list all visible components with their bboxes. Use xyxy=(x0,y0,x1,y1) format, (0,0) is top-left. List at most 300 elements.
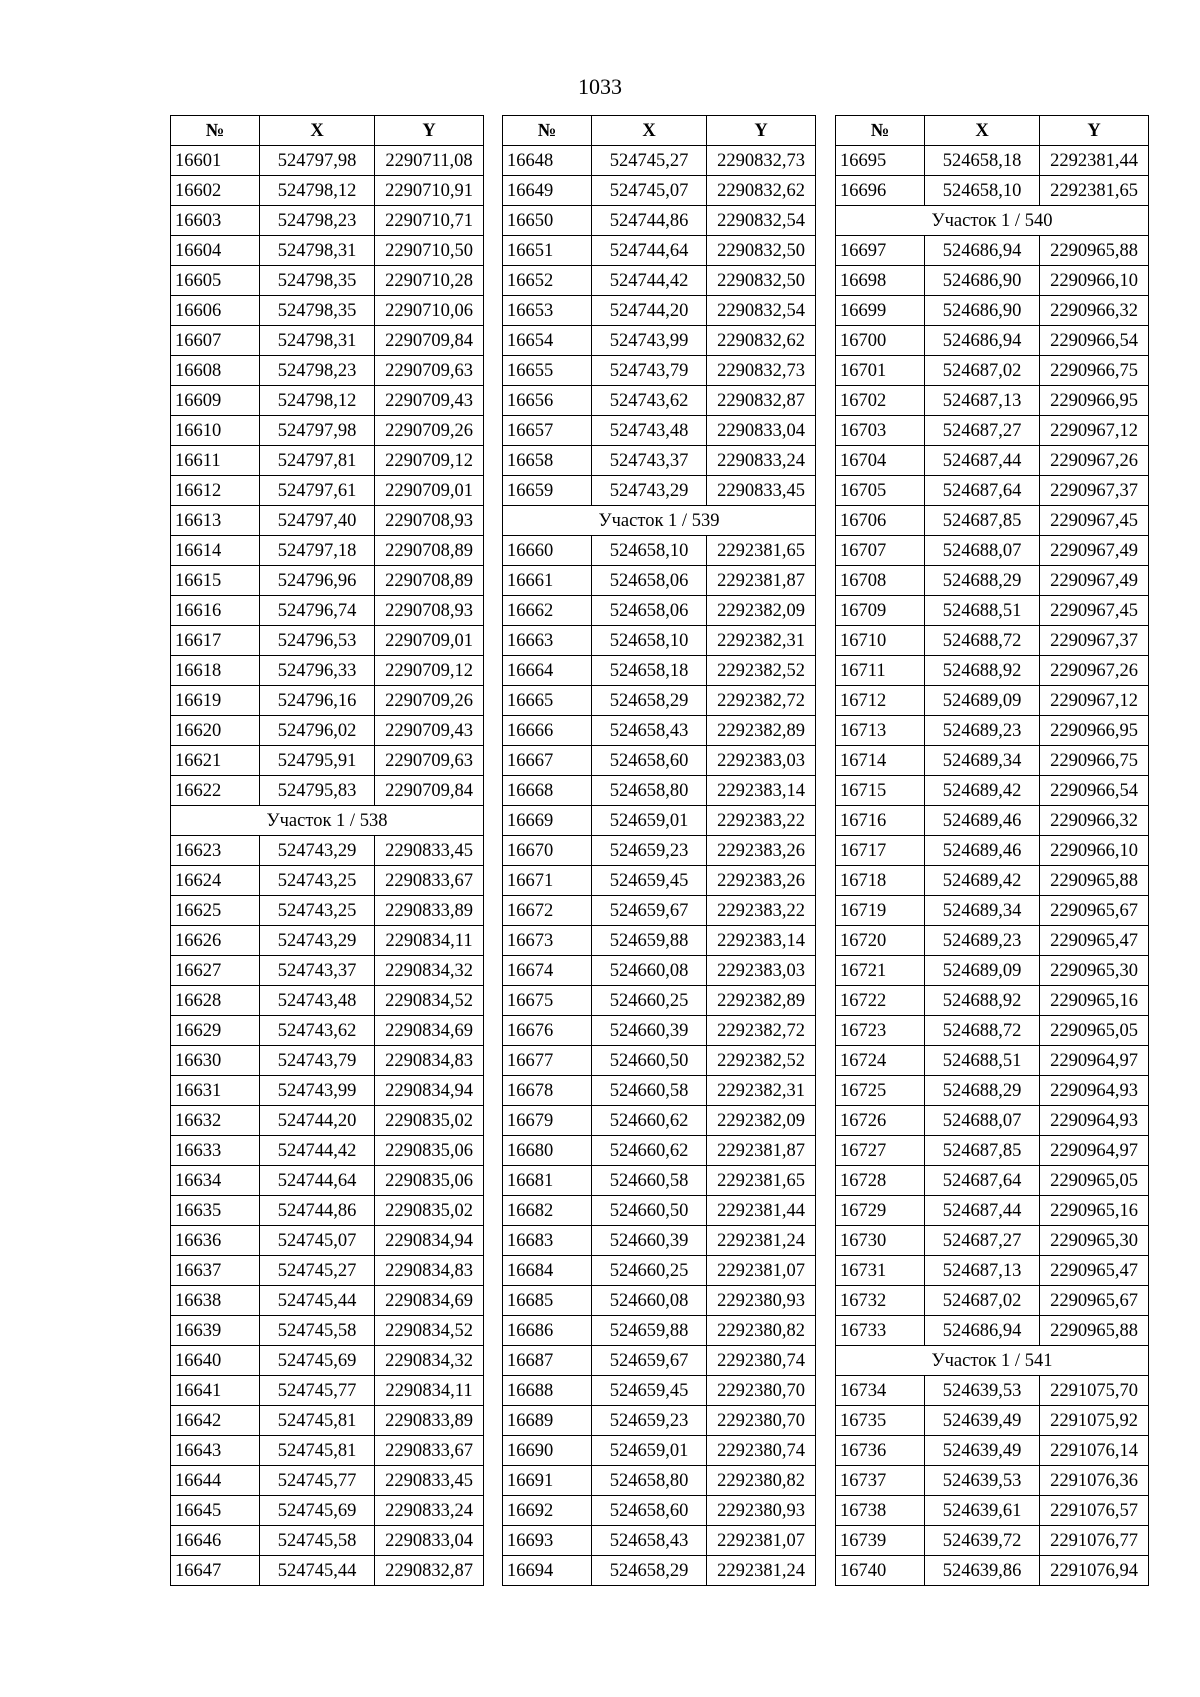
y-coordinate-cell: 2291076,14 xyxy=(1040,1436,1149,1466)
table-row xyxy=(171,416,484,446)
y-coordinate-cell: 2290834,94 xyxy=(375,1226,484,1256)
section-row xyxy=(503,506,816,536)
table-row xyxy=(836,566,1149,596)
point-number-cell: 16735 xyxy=(836,1406,925,1436)
x-coordinate-cell: 524660,58 xyxy=(592,1076,707,1106)
x-coordinate-cell: 524743,99 xyxy=(592,326,707,356)
point-number-cell: 16655 xyxy=(503,356,592,386)
point-number-cell: 16696 xyxy=(836,176,925,206)
table-row xyxy=(836,146,1149,176)
x-coordinate-cell: 524659,23 xyxy=(592,1406,707,1436)
header-x: X xyxy=(925,116,1040,146)
table-row xyxy=(503,326,816,356)
point-number-cell: 16638 xyxy=(171,1286,260,1316)
table-row xyxy=(171,536,484,566)
table-row xyxy=(836,1556,1149,1586)
y-coordinate-cell: 2290967,49 xyxy=(1040,536,1149,566)
point-number-cell: 16640 xyxy=(171,1346,260,1376)
y-coordinate-cell: 2291076,77 xyxy=(1040,1526,1149,1556)
point-number-cell: 16703 xyxy=(836,416,925,446)
point-number-cell: 16679 xyxy=(503,1106,592,1136)
x-coordinate-cell: 524743,25 xyxy=(260,896,375,926)
x-coordinate-cell: 524796,74 xyxy=(260,596,375,626)
x-coordinate-cell: 524687,13 xyxy=(925,1256,1040,1286)
y-coordinate-cell: 2292382,52 xyxy=(707,1046,816,1076)
y-coordinate-cell: 2292383,22 xyxy=(707,806,816,836)
y-coordinate-cell: 2290965,67 xyxy=(1040,1286,1149,1316)
point-number-cell: 16686 xyxy=(503,1316,592,1346)
x-coordinate-cell: 524689,34 xyxy=(925,896,1040,926)
y-coordinate-cell: 2292383,26 xyxy=(707,866,816,896)
x-coordinate-cell: 524745,81 xyxy=(260,1436,375,1466)
point-number-cell: 16704 xyxy=(836,446,925,476)
coordinates-table-3 xyxy=(835,115,1149,1586)
header-y: Y xyxy=(1040,116,1149,146)
table-row xyxy=(836,896,1149,926)
point-number-cell: 16715 xyxy=(836,776,925,806)
x-coordinate-cell: 524658,10 xyxy=(925,176,1040,206)
point-number-cell: 16656 xyxy=(503,386,592,416)
y-coordinate-cell: 2290710,91 xyxy=(375,176,484,206)
point-number-cell: 16657 xyxy=(503,416,592,446)
y-coordinate-cell: 2290965,16 xyxy=(1040,986,1149,1016)
x-coordinate-cell: 524658,06 xyxy=(592,596,707,626)
point-number-cell: 16717 xyxy=(836,836,925,866)
table-row xyxy=(836,236,1149,266)
table-row xyxy=(503,926,816,956)
point-number-cell: 16681 xyxy=(503,1166,592,1196)
table-row xyxy=(171,1526,484,1556)
y-coordinate-cell: 2292382,52 xyxy=(707,656,816,686)
y-coordinate-cell: 2291076,94 xyxy=(1040,1556,1149,1586)
x-coordinate-cell: 524743,37 xyxy=(260,956,375,986)
point-number-cell: 16714 xyxy=(836,746,925,776)
x-coordinate-cell: 524689,46 xyxy=(925,836,1040,866)
y-coordinate-cell: 2290708,93 xyxy=(375,506,484,536)
y-coordinate-cell: 2292382,09 xyxy=(707,596,816,626)
table-row xyxy=(503,806,816,836)
table-row xyxy=(171,626,484,656)
table-row xyxy=(836,176,1149,206)
x-coordinate-cell: 524743,79 xyxy=(592,356,707,386)
table-row xyxy=(171,386,484,416)
table-row xyxy=(836,1226,1149,1256)
table-row xyxy=(836,416,1149,446)
x-coordinate-cell: 524658,29 xyxy=(592,686,707,716)
table-row xyxy=(836,1076,1149,1106)
point-number-cell: 16620 xyxy=(171,716,260,746)
x-coordinate-cell: 524658,60 xyxy=(592,1496,707,1526)
y-coordinate-cell: 2290709,84 xyxy=(375,776,484,806)
table-row xyxy=(503,986,816,1016)
table-row xyxy=(171,1466,484,1496)
y-coordinate-cell: 2292383,26 xyxy=(707,836,816,866)
point-number-cell: 16689 xyxy=(503,1406,592,1436)
x-coordinate-cell: 524744,64 xyxy=(260,1166,375,1196)
y-coordinate-cell: 2290710,71 xyxy=(375,206,484,236)
y-coordinate-cell: 2290832,62 xyxy=(707,176,816,206)
point-number-cell: 16699 xyxy=(836,296,925,326)
y-coordinate-cell: 2290834,52 xyxy=(375,986,484,1016)
table-row xyxy=(836,1196,1149,1226)
point-number-cell: 16631 xyxy=(171,1076,260,1106)
point-number-cell: 16676 xyxy=(503,1016,592,1046)
x-coordinate-cell: 524797,18 xyxy=(260,536,375,566)
x-coordinate-cell: 524743,25 xyxy=(260,866,375,896)
y-coordinate-cell: 2290709,01 xyxy=(375,626,484,656)
y-coordinate-cell: 2290965,30 xyxy=(1040,1226,1149,1256)
x-coordinate-cell: 524660,62 xyxy=(592,1106,707,1136)
x-coordinate-cell: 524660,50 xyxy=(592,1196,707,1226)
table-row xyxy=(503,1526,816,1556)
point-number-cell: 16701 xyxy=(836,356,925,386)
point-number-cell: 16622 xyxy=(171,776,260,806)
coordinates-table-1 xyxy=(170,115,484,1586)
y-coordinate-cell: 2290965,47 xyxy=(1040,926,1149,956)
table-row xyxy=(836,1256,1149,1286)
table-row xyxy=(171,1166,484,1196)
y-coordinate-cell: 2290967,45 xyxy=(1040,596,1149,626)
table-row xyxy=(836,836,1149,866)
y-coordinate-cell: 2290709,84 xyxy=(375,326,484,356)
y-coordinate-cell: 2292383,03 xyxy=(707,956,816,986)
point-number-cell: 16722 xyxy=(836,986,925,1016)
table-row xyxy=(171,1286,484,1316)
x-coordinate-cell: 524745,58 xyxy=(260,1316,375,1346)
header-y: Y xyxy=(707,116,816,146)
table-row xyxy=(171,1076,484,1106)
table-row xyxy=(503,1316,816,1346)
point-number-cell: 16675 xyxy=(503,986,592,1016)
point-number-cell: 16719 xyxy=(836,896,925,926)
table-row xyxy=(171,446,484,476)
y-coordinate-cell: 2290709,43 xyxy=(375,716,484,746)
x-coordinate-cell: 524660,62 xyxy=(592,1136,707,1166)
y-coordinate-cell: 2290708,93 xyxy=(375,596,484,626)
table-row xyxy=(503,446,816,476)
point-number-cell: 16739 xyxy=(836,1526,925,1556)
point-number-cell: 16619 xyxy=(171,686,260,716)
point-number-cell: 16639 xyxy=(171,1316,260,1346)
table-row xyxy=(503,266,816,296)
x-coordinate-cell: 524659,67 xyxy=(592,1346,707,1376)
point-number-cell: 16694 xyxy=(503,1556,592,1586)
x-coordinate-cell: 524743,29 xyxy=(260,836,375,866)
table-row xyxy=(171,266,484,296)
x-coordinate-cell: 524660,50 xyxy=(592,1046,707,1076)
table-row xyxy=(503,956,816,986)
y-coordinate-cell: 2290832,73 xyxy=(707,356,816,386)
point-number-cell: 16668 xyxy=(503,776,592,806)
y-coordinate-cell: 2290709,12 xyxy=(375,446,484,476)
x-coordinate-cell: 524687,13 xyxy=(925,386,1040,416)
y-coordinate-cell: 2291075,92 xyxy=(1040,1406,1149,1436)
x-coordinate-cell: 524743,62 xyxy=(260,1016,375,1046)
y-coordinate-cell: 2290833,04 xyxy=(375,1526,484,1556)
table-row xyxy=(503,416,816,446)
point-number-cell: 16673 xyxy=(503,926,592,956)
y-coordinate-cell: 2290835,02 xyxy=(375,1106,484,1136)
table-row xyxy=(836,356,1149,386)
point-number-cell: 16670 xyxy=(503,836,592,866)
x-coordinate-cell: 524687,85 xyxy=(925,506,1040,536)
table-row xyxy=(171,146,484,176)
point-number-cell: 16732 xyxy=(836,1286,925,1316)
table-row xyxy=(171,926,484,956)
table-row xyxy=(503,746,816,776)
y-coordinate-cell: 2290834,69 xyxy=(375,1016,484,1046)
x-coordinate-cell: 524639,53 xyxy=(925,1376,1040,1406)
y-coordinate-cell: 2290966,10 xyxy=(1040,836,1149,866)
x-coordinate-cell: 524745,77 xyxy=(260,1376,375,1406)
point-number-cell: 16618 xyxy=(171,656,260,686)
table-row xyxy=(836,1106,1149,1136)
x-coordinate-cell: 524798,23 xyxy=(260,356,375,386)
point-number-cell: 16698 xyxy=(836,266,925,296)
table-row xyxy=(503,1556,816,1586)
point-number-cell: 16692 xyxy=(503,1496,592,1526)
table-row xyxy=(836,866,1149,896)
y-coordinate-cell: 2292380,93 xyxy=(707,1286,816,1316)
table-row xyxy=(171,1046,484,1076)
table-row xyxy=(171,206,484,236)
point-number-cell: 16612 xyxy=(171,476,260,506)
table-row xyxy=(171,236,484,266)
y-coordinate-cell: 2290710,28 xyxy=(375,266,484,296)
x-coordinate-cell: 524798,31 xyxy=(260,236,375,266)
y-coordinate-cell: 2292382,89 xyxy=(707,716,816,746)
table-row xyxy=(836,986,1149,1016)
table-row xyxy=(171,566,484,596)
x-coordinate-cell: 524687,02 xyxy=(925,356,1040,386)
x-coordinate-cell: 524795,83 xyxy=(260,776,375,806)
y-coordinate-cell: 2290967,26 xyxy=(1040,446,1149,476)
x-coordinate-cell: 524796,53 xyxy=(260,626,375,656)
y-coordinate-cell: 2290965,88 xyxy=(1040,1316,1149,1346)
x-coordinate-cell: 524659,01 xyxy=(592,1436,707,1466)
y-coordinate-cell: 2290834,32 xyxy=(375,1346,484,1376)
point-number-cell: 16669 xyxy=(503,806,592,836)
x-coordinate-cell: 524689,23 xyxy=(925,926,1040,956)
y-coordinate-cell: 2290964,93 xyxy=(1040,1076,1149,1106)
point-number-cell: 16697 xyxy=(836,236,925,266)
x-coordinate-cell: 524659,45 xyxy=(592,866,707,896)
point-number-cell: 16727 xyxy=(836,1136,925,1166)
y-coordinate-cell: 2290967,37 xyxy=(1040,476,1149,506)
point-number-cell: 16654 xyxy=(503,326,592,356)
table-row xyxy=(836,386,1149,416)
y-coordinate-cell: 2290833,45 xyxy=(707,476,816,506)
table-row xyxy=(503,476,816,506)
point-number-cell: 16706 xyxy=(836,506,925,536)
y-coordinate-cell: 2290833,89 xyxy=(375,896,484,926)
point-number-cell: 16610 xyxy=(171,416,260,446)
table-row xyxy=(171,296,484,326)
y-coordinate-cell: 2290709,12 xyxy=(375,656,484,686)
table-row xyxy=(171,1196,484,1226)
section-row xyxy=(836,1346,1149,1376)
point-number-cell: 16736 xyxy=(836,1436,925,1466)
point-number-cell: 16629 xyxy=(171,1016,260,1046)
table-row xyxy=(836,716,1149,746)
y-coordinate-cell: 2292381,07 xyxy=(707,1256,816,1286)
x-coordinate-cell: 524797,61 xyxy=(260,476,375,506)
x-coordinate-cell: 524743,79 xyxy=(260,1046,375,1076)
point-number-cell: 16705 xyxy=(836,476,925,506)
point-number-cell: 16682 xyxy=(503,1196,592,1226)
point-number-cell: 16628 xyxy=(171,986,260,1016)
table-row xyxy=(836,326,1149,356)
table-row xyxy=(503,566,816,596)
y-coordinate-cell: 2290709,63 xyxy=(375,356,484,386)
y-coordinate-cell: 2290709,63 xyxy=(375,746,484,776)
y-coordinate-cell: 2290965,47 xyxy=(1040,1256,1149,1286)
x-coordinate-cell: 524660,08 xyxy=(592,956,707,986)
table-row xyxy=(836,926,1149,956)
y-coordinate-cell: 2290834,11 xyxy=(375,926,484,956)
point-number-cell: 16624 xyxy=(171,866,260,896)
point-number-cell: 16700 xyxy=(836,326,925,356)
header-number: № xyxy=(503,116,592,146)
y-coordinate-cell: 2290835,06 xyxy=(375,1136,484,1166)
y-coordinate-cell: 2290708,89 xyxy=(375,536,484,566)
point-number-cell: 16709 xyxy=(836,596,925,626)
x-coordinate-cell: 524743,37 xyxy=(592,446,707,476)
table-row xyxy=(171,956,484,986)
y-coordinate-cell: 2290710,06 xyxy=(375,296,484,326)
y-coordinate-cell: 2292382,89 xyxy=(707,986,816,1016)
x-coordinate-cell: 524745,77 xyxy=(260,1466,375,1496)
point-number-cell: 16642 xyxy=(171,1406,260,1436)
x-coordinate-cell: 524743,99 xyxy=(260,1076,375,1106)
point-number-cell: 16671 xyxy=(503,866,592,896)
table-row xyxy=(503,1136,816,1166)
table-row xyxy=(836,1436,1149,1466)
table-row xyxy=(503,1286,816,1316)
point-number-cell: 16617 xyxy=(171,626,260,656)
point-number-cell: 16605 xyxy=(171,266,260,296)
y-coordinate-cell: 2290967,12 xyxy=(1040,416,1149,446)
x-coordinate-cell: 524745,07 xyxy=(592,176,707,206)
y-coordinate-cell: 2290833,04 xyxy=(707,416,816,446)
y-coordinate-cell: 2290709,26 xyxy=(375,416,484,446)
table-row xyxy=(171,836,484,866)
y-coordinate-cell: 2290832,62 xyxy=(707,326,816,356)
table-header-row xyxy=(836,116,1149,146)
y-coordinate-cell: 2290834,11 xyxy=(375,1376,484,1406)
y-coordinate-cell: 2290967,45 xyxy=(1040,506,1149,536)
x-coordinate-cell: 524689,42 xyxy=(925,776,1040,806)
x-coordinate-cell: 524744,64 xyxy=(592,236,707,266)
x-coordinate-cell: 524639,53 xyxy=(925,1466,1040,1496)
y-coordinate-cell: 2290832,50 xyxy=(707,236,816,266)
x-coordinate-cell: 524688,07 xyxy=(925,1106,1040,1136)
point-number-cell: 16685 xyxy=(503,1286,592,1316)
y-coordinate-cell: 2290832,54 xyxy=(707,296,816,326)
y-coordinate-cell: 2290832,50 xyxy=(707,266,816,296)
table-row xyxy=(836,1316,1149,1346)
table-row xyxy=(503,716,816,746)
y-coordinate-cell: 2290710,50 xyxy=(375,236,484,266)
y-coordinate-cell: 2290835,06 xyxy=(375,1166,484,1196)
x-coordinate-cell: 524688,72 xyxy=(925,626,1040,656)
coordinates-table-2 xyxy=(502,115,816,1586)
point-number-cell: 16645 xyxy=(171,1496,260,1526)
table-row xyxy=(171,326,484,356)
table-row xyxy=(171,896,484,926)
point-number-cell: 16713 xyxy=(836,716,925,746)
y-coordinate-cell: 2292383,14 xyxy=(707,926,816,956)
y-coordinate-cell: 2290967,26 xyxy=(1040,656,1149,686)
table-row xyxy=(503,176,816,206)
y-coordinate-cell: 2292382,31 xyxy=(707,626,816,656)
x-coordinate-cell: 524745,07 xyxy=(260,1226,375,1256)
point-number-cell: 16613 xyxy=(171,506,260,536)
table-row xyxy=(171,866,484,896)
point-number-cell: 16734 xyxy=(836,1376,925,1406)
y-coordinate-cell: 2290965,88 xyxy=(1040,236,1149,266)
point-number-cell: 16693 xyxy=(503,1526,592,1556)
x-coordinate-cell: 524687,02 xyxy=(925,1286,1040,1316)
table-row xyxy=(171,1346,484,1376)
y-coordinate-cell: 2291075,70 xyxy=(1040,1376,1149,1406)
x-coordinate-cell: 524639,61 xyxy=(925,1496,1040,1526)
point-number-cell: 16660 xyxy=(503,536,592,566)
x-coordinate-cell: 524744,20 xyxy=(260,1106,375,1136)
table-row xyxy=(171,1016,484,1046)
table-row xyxy=(836,446,1149,476)
y-coordinate-cell: 2290835,02 xyxy=(375,1196,484,1226)
header-number: № xyxy=(171,116,260,146)
x-coordinate-cell: 524688,51 xyxy=(925,1046,1040,1076)
table-row xyxy=(503,236,816,266)
point-number-cell: 16718 xyxy=(836,866,925,896)
y-coordinate-cell: 2290967,49 xyxy=(1040,566,1149,596)
point-number-cell: 16667 xyxy=(503,746,592,776)
table-row xyxy=(836,746,1149,776)
y-coordinate-cell: 2290833,24 xyxy=(707,446,816,476)
y-coordinate-cell: 2290833,45 xyxy=(375,1466,484,1496)
x-coordinate-cell: 524658,80 xyxy=(592,1466,707,1496)
point-number-cell: 16648 xyxy=(503,146,592,176)
table-row xyxy=(503,1466,816,1496)
y-coordinate-cell: 2292381,65 xyxy=(707,536,816,566)
table-row xyxy=(171,176,484,206)
y-coordinate-cell: 2292380,93 xyxy=(707,1496,816,1526)
x-coordinate-cell: 524743,62 xyxy=(592,386,707,416)
table-row xyxy=(503,1166,816,1196)
x-coordinate-cell: 524796,96 xyxy=(260,566,375,596)
y-coordinate-cell: 2290832,54 xyxy=(707,206,816,236)
table-row xyxy=(503,1196,816,1226)
table-row xyxy=(836,1496,1149,1526)
point-number-cell: 16646 xyxy=(171,1526,260,1556)
y-coordinate-cell: 2290832,73 xyxy=(707,146,816,176)
point-number-cell: 16665 xyxy=(503,686,592,716)
y-coordinate-cell: 2292381,07 xyxy=(707,1526,816,1556)
table-header-row xyxy=(171,116,484,146)
y-coordinate-cell: 2292380,82 xyxy=(707,1316,816,1346)
table-row xyxy=(503,1016,816,1046)
x-coordinate-cell: 524660,39 xyxy=(592,1226,707,1256)
table-row xyxy=(171,1376,484,1406)
point-number-cell: 16702 xyxy=(836,386,925,416)
point-number-cell: 16632 xyxy=(171,1106,260,1136)
table-row xyxy=(171,506,484,536)
table-row xyxy=(836,956,1149,986)
point-number-cell: 16740 xyxy=(836,1556,925,1586)
x-coordinate-cell: 524660,25 xyxy=(592,986,707,1016)
